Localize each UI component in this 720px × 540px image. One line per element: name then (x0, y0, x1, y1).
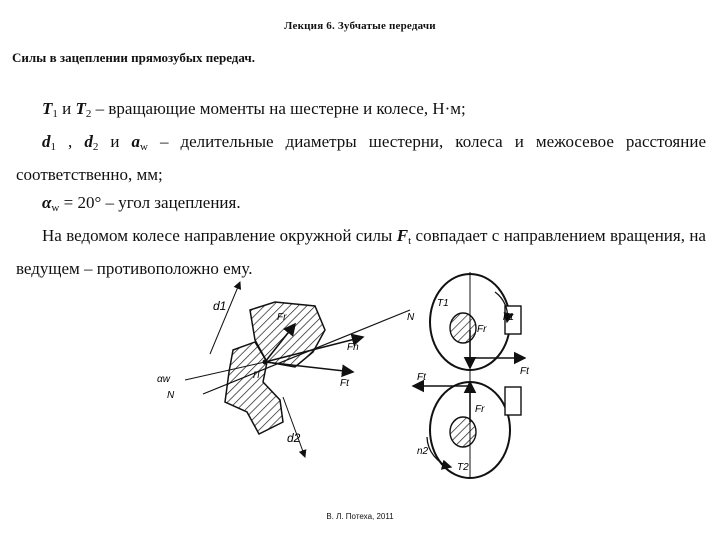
symbol-alpha: α (42, 193, 52, 212)
label-Ft-upper: Ft (520, 366, 529, 377)
label-Fr-lower: Fr (475, 404, 485, 415)
label-T2: T2 (457, 462, 469, 473)
label-T1: T1 (437, 298, 449, 309)
label-N-right: N (407, 312, 415, 323)
subscript: 1 (52, 108, 58, 120)
label-d2: d2 (287, 431, 301, 445)
text: , (56, 132, 85, 151)
label-Fr-upper: Fr (477, 324, 487, 335)
paragraph-angle (16, 189, 706, 222)
text: = 20° – угол зацепления. (59, 193, 241, 212)
dimension-line-d1 (210, 282, 240, 354)
text: совпадает с направлением вращения, на ведущем – противоположно ему. (16, 226, 706, 278)
lower-hub (450, 417, 476, 447)
label-n2: n2 (417, 446, 429, 457)
subscript: w (139, 141, 148, 153)
symbol-d2: d (84, 132, 93, 151)
label-Ft: Ft (340, 378, 349, 389)
paragraph-diameters (16, 128, 706, 189)
definitions-text (16, 95, 706, 283)
text: и (98, 132, 132, 151)
text: – делительные диаметры шестерни, колеса и межосевое расстояние соответственно, мм; (16, 132, 706, 184)
label-Ft-lower: Ft (417, 372, 426, 383)
gear-pair-drawing (413, 272, 530, 478)
lecture-header: Лекция 6. Зубчатые передачи (284, 20, 436, 32)
text: и (57, 99, 76, 118)
subscript: 2 (85, 108, 92, 120)
symbol-Ft: F (396, 226, 409, 245)
upper-hub (450, 313, 476, 343)
text: – вращающие моменты на шестерне и колесе, Н·м; (91, 99, 466, 118)
label-n1: n1 (503, 312, 515, 323)
slide-subtitle: Силы в зацеплении прямозубых передач. (12, 50, 255, 65)
paragraph-torques (16, 95, 706, 128)
subscript: t (408, 235, 412, 247)
symbol-aw: a (131, 132, 140, 151)
pitch-point (263, 360, 268, 365)
label-Fn: Fn (347, 342, 359, 353)
gear-forces-figure (155, 262, 565, 492)
dimension-line-d2 (283, 397, 305, 457)
text: На ведомом колесе направление окружной силы (42, 226, 397, 245)
symbol-d1: d (42, 132, 51, 151)
force-arrow-Ft (265, 362, 353, 372)
tooth-mesh-drawing (157, 282, 415, 457)
symbol-T1: T (42, 99, 53, 118)
label-d1: d1 (213, 299, 227, 313)
label-N-left: N (167, 390, 175, 401)
subscript: 2 (92, 141, 99, 153)
symbol-T2: T (75, 99, 86, 118)
label-alpha: αw (157, 374, 170, 385)
subscript: 1 (50, 141, 56, 153)
subscript: w (51, 202, 60, 214)
label-pitch-point: П (253, 370, 260, 380)
label-Fr: Fr (277, 312, 287, 323)
author-credit: В. Л. Потеха, 2011 (326, 512, 394, 521)
lower-shaft (505, 387, 521, 415)
